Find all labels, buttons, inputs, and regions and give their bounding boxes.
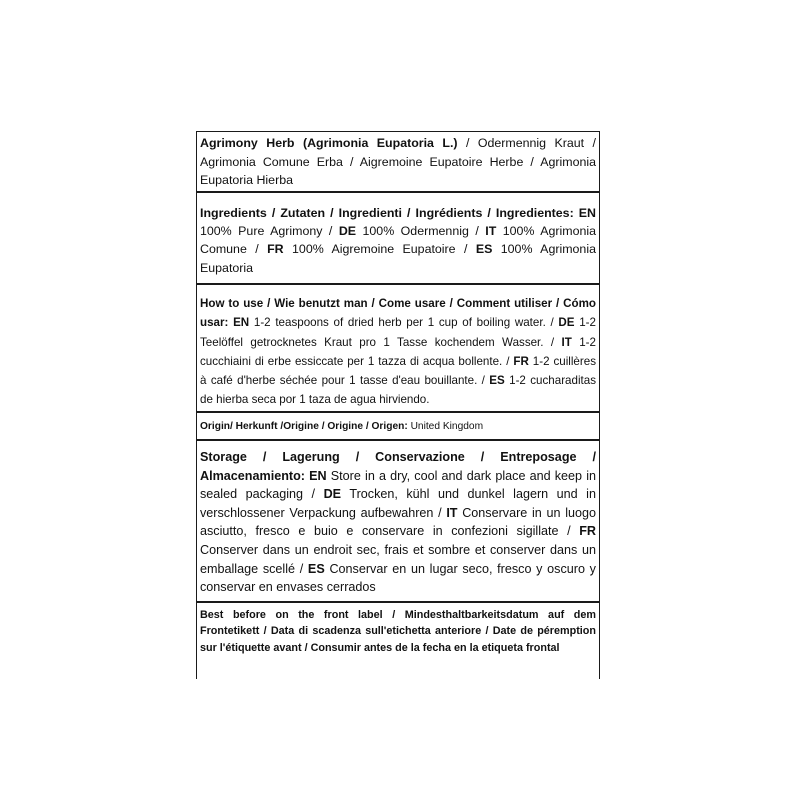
lang-code: ES [475,242,493,257]
product-name-translations: / Odermennig Kraut / Agrimonia Comune Erba / Aigremoine Eupatoire Herbe / Agrimonia Eupatoria Hierba [200,136,596,188]
how-to-use-text: 1-2 cucharaditas de hierba seca por 1 taza de agua hirviendo. [200,374,596,407]
how-to-use-heading: How to use / Wie benutzt man / Come usare / Comment utiliser / Cómo usar: [200,297,596,330]
lang-code: EN [309,468,327,483]
origin-heading: Origin/ Herkunft /Origine / Origine / Origen: [200,421,408,432]
lang-code: IT [485,224,497,239]
ingredients-text: 100% Agrimonia Eupatoria [200,242,596,275]
lang-code: ES [489,374,505,388]
lang-code: FR [579,524,596,539]
lang-code: DE [558,316,575,330]
how-to-use-text: 1-2 Teelöffel getrocknetes Kraut pro 1 Tasse kochendem Wasser. / [200,316,596,349]
ingredients-text: 100% Agrimonia Comune / [200,224,596,257]
storage-section [197,448,599,603]
ingredients-heading: Ingredients / Zutaten / Ingredienti / Ingrédients / Ingredientes: [200,206,574,220]
best-before-text: Best before on the front label / Mindesthaltbarkeitsdatum auf dem Frontetikett / Data di scadenza sull'etichetta anteriore / Date de péremption sur l'étiquette avant / Consumir antes de la fecha en la etiqueta frontal [200,609,596,654]
ingredients-text: 100% Aigremoine Eupatoire / [283,242,476,257]
title-section [197,134,599,193]
storage-text: Conserver dans un endroit sec, frais et sombre et conserver dans un emballage scellé / [200,542,596,576]
storage-text: Conservar en un lugar seco, fresco y oscuro y conservar en envases cerrados [200,561,596,595]
storage-text: Conservare in un luogo asciutto, fresco e buio e conservare in confezioni sigillate / [200,505,597,539]
how-to-use-text: 1-2 cuillères à café d'herbe séchée pour 1 tasse d'eau bouillante. / [200,354,596,388]
lang-code: ES [307,561,325,576]
lang-code: FR [513,354,529,368]
product-name: Agrimony Herb (Agrimonia Eupatoria L.) [200,136,458,150]
origin-section [197,414,599,441]
lang-code: EN [233,316,250,330]
lang-code: DE [323,487,342,502]
best-before-section [197,607,599,680]
ingredients-section [197,204,599,285]
ingredients-text: 100% Pure Agrimony / [200,224,339,239]
storage-text: Store in a dry, cool and dark place and keep in sealed packaging / [200,468,596,502]
lang-code: IT [561,335,572,349]
product-label [196,131,600,679]
storage-heading: Storage / Lagerung / Conservazione / Entreposage / Almacenamiento: [200,450,596,483]
how-to-use-text: 1-2 cucchiaini di erbe essiccate per 1 tazza di acqua bollente. / [200,335,596,368]
storage-text: Trocken, kühl und dunkel lagern und in verschlossener Verpackung aufbewahren / [200,487,596,520]
origin-value: United Kingdom [407,421,484,432]
how-to-use-section [197,294,599,413]
lang-code: EN [578,206,596,220]
lang-code: FR [267,242,284,257]
ingredients-text: 100% Odermennig / [356,224,486,239]
lang-code: IT [446,505,458,520]
how-to-use-text: 1-2 teaspoons of dried herb per 1 cup of boiling water. / [249,316,559,330]
lang-code: DE [338,224,357,239]
